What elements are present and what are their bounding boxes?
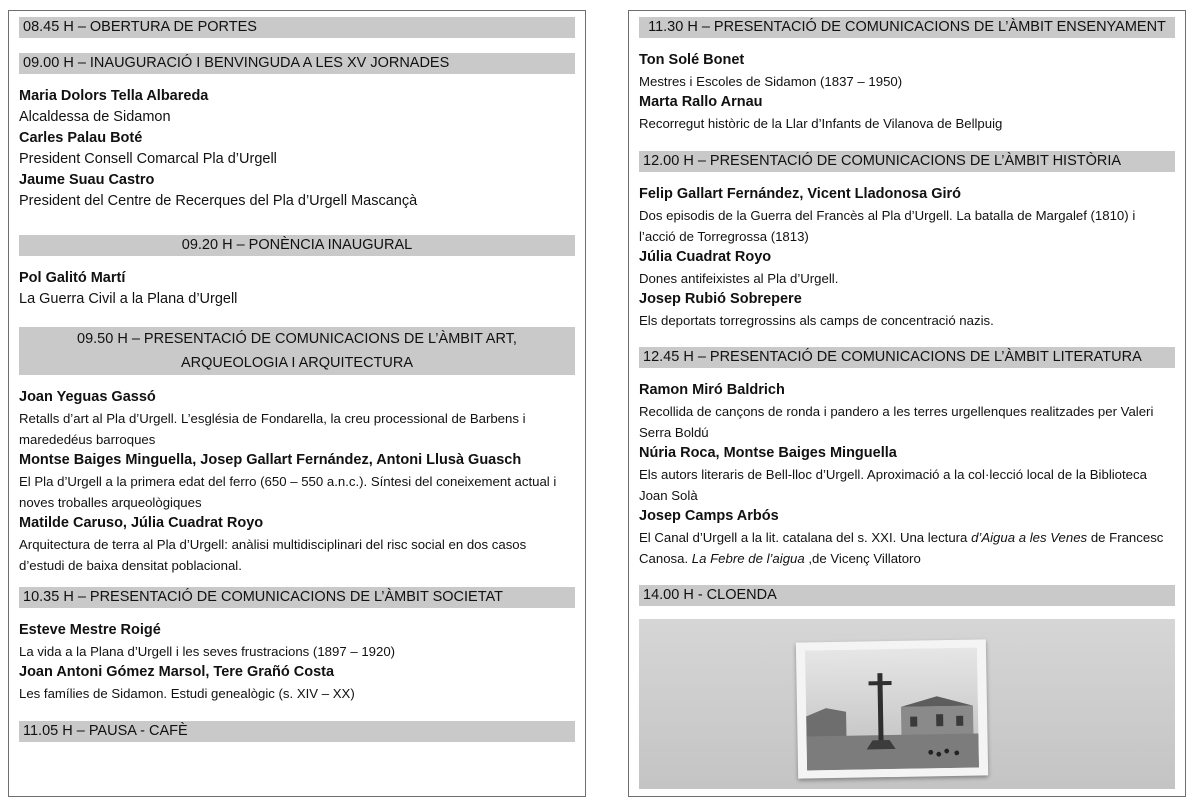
speaker-name: Carles Palau Boté <box>19 130 143 146</box>
section-header: 09.20 H – PONÈNCIA INAUGURAL <box>19 235 575 256</box>
talk-title-text: ,de Vicenç Villatoro <box>804 551 921 566</box>
section-art-arqueologia <box>19 327 575 576</box>
section-inauguracio <box>19 53 575 212</box>
speaker-role: President del Centre de Recerques del Pla d’Urgell Mascançà <box>19 193 418 209</box>
speaker-name: Jaume Suau Castro <box>19 172 155 188</box>
book-title: La Febre de l’aigua <box>691 551 805 566</box>
talk-title: Recorregut històric de la Llar d’Infants de Vilanova de Bellpuig <box>639 116 1003 131</box>
speaker-name: Ton Solé Bonet <box>639 52 745 68</box>
section-header: 12.45 H – PRESENTACIÓ DE COMUNICACIONS DE L’ÀMBIT LITERATURA <box>639 347 1175 368</box>
left-program-column <box>8 10 586 797</box>
section-header: 12.00 H – PRESENTACIÓ DE COMUNICACIONS DE L’ÀMBIT HISTÒRIA <box>639 151 1175 172</box>
section-header: 08.45 H – OBERTURA DE PORTES <box>19 17 575 38</box>
talk-title: Arquitectura de terra al Pla d’Urgell: anàlisi multidisciplinari del risc social en dos casos d’estudi de baixa densitat poblacional. <box>19 537 527 573</box>
book-title: d’Aigua a les Venes <box>971 530 1088 545</box>
speaker-name: Marta Rallo Arnau <box>639 94 763 110</box>
talk-title: Retalls d’art al Pla d’Urgell. L’església de Fondarella, la creu processional de Barbens i marededéus barroques <box>19 411 526 447</box>
speaker-name: Montse Baiges Minguella, Josep Gallart Fernández, Antoni Llusà Guasch <box>19 452 522 468</box>
talk-title: Dones antifeixistes al Pla d’Urgell. <box>639 271 839 286</box>
speaker-name: Ramon Miró Baldrich <box>639 382 785 398</box>
section-header: 11.05 H – PAUSA - CAFÈ <box>19 721 575 742</box>
speaker-role: Alcaldessa de Sidamon <box>19 109 171 125</box>
section-ensenyament <box>639 17 1175 134</box>
section-header: 11.30 H – PRESENTACIÓ DE COMUNICACIONS DE L’ÀMBIT ENSENYAMENT <box>639 17 1175 38</box>
speaker-name: Matilde Caruso, Júlia Cuadrat Royo <box>19 515 264 531</box>
section-header: 09.00 H – INAUGURACIÓ I BENVINGUDA A LES XV JORNADES <box>19 53 575 74</box>
speaker-name: Josep Camps Arbós <box>639 508 779 524</box>
talk-title: Les famílies de Sidamon. Estudi genealògic (s. XIV – XX) <box>19 686 355 701</box>
speaker-name: Esteve Mestre Roigé <box>19 622 161 638</box>
speaker-name: Joan Yeguas Gassó <box>19 389 156 405</box>
talk-title-text: El Canal d’Urgell a la lit. catalana del s. XXI. Una lectura <box>639 530 972 545</box>
speaker-name: Felip Gallart Fernández, Vicent Lladonosa Giró <box>639 186 962 202</box>
speaker-name: Josep Rubió Sobrepere <box>639 291 802 307</box>
talk-title: La Guerra Civil a la Plana d’Urgell <box>19 291 238 307</box>
speaker-name: Maria Dolors Tella Albareda <box>19 88 209 104</box>
talk-title: La vida a la Plana d’Urgell i les seves frustracions (1897 – 1920) <box>19 644 396 659</box>
section-pausa <box>19 721 575 742</box>
speaker-name: Júlia Cuadrat Royo <box>639 249 772 265</box>
talk-title: Recollida de cançons de ronda i pandero a les terres urgellenques realitzades per Valeri Serra Boldú <box>639 404 1154 440</box>
speaker-name: Núria Roca, Montse Baiges Minguella <box>639 445 897 461</box>
section-header: 09.50 H – PRESENTACIÓ DE COMUNICACIONS DE L’ÀMBIT ART, ARQUEOLOGIA I ARQUITECTURA <box>19 327 575 375</box>
village-cross-photo <box>805 648 979 771</box>
speaker-role: President Consell Comarcal Pla d’Urgell <box>19 151 277 167</box>
talk-title-text: de Francesc Canosa. <box>639 530 1164 566</box>
speaker-name: Pol Galitó Martí <box>19 270 126 286</box>
talk-title: El Pla d’Urgell a la primera edat del ferro (650 – 550 a.n.c.). Síntesi del coneixement actual i noves troballes arqueològiques <box>19 474 557 510</box>
section-cloenda <box>639 585 1175 606</box>
speaker-name: Joan Antoni Gómez Marsol, Tere Grañó Costa <box>19 664 335 680</box>
section-ponencia <box>19 235 575 310</box>
right-program-column <box>628 10 1186 797</box>
talk-title: Dos episodis de la Guerra del Francès al Pla d’Urgell. La batalla de Margalef (1810) i l’acció de Torregrossa (1813) <box>639 208 1136 244</box>
section-header: 14.00 H - CLOENDA <box>639 585 1175 606</box>
talk-title <box>639 527 1175 569</box>
talk-title: Els deportats torregrossins als camps de concentració nazis. <box>639 313 994 328</box>
talk-title: Mestres i Escoles de Sidamon (1837 – 1950) <box>639 74 903 89</box>
section-header: 10.35 H – PRESENTACIÓ DE COMUNICACIONS DE L’ÀMBIT SOCIETAT <box>19 587 575 608</box>
section-historia <box>639 151 1175 331</box>
section-literatura <box>639 347 1175 569</box>
talk-title: Els autors literaris de Bell-lloc d’Urgell. Aproximació a la col·lecció local de la Biblioteca Joan Solà <box>639 467 1147 503</box>
section-obertura <box>19 17 575 38</box>
historic-photo-panel <box>639 619 1175 789</box>
section-societat <box>19 587 575 704</box>
old-photograph <box>796 639 988 778</box>
